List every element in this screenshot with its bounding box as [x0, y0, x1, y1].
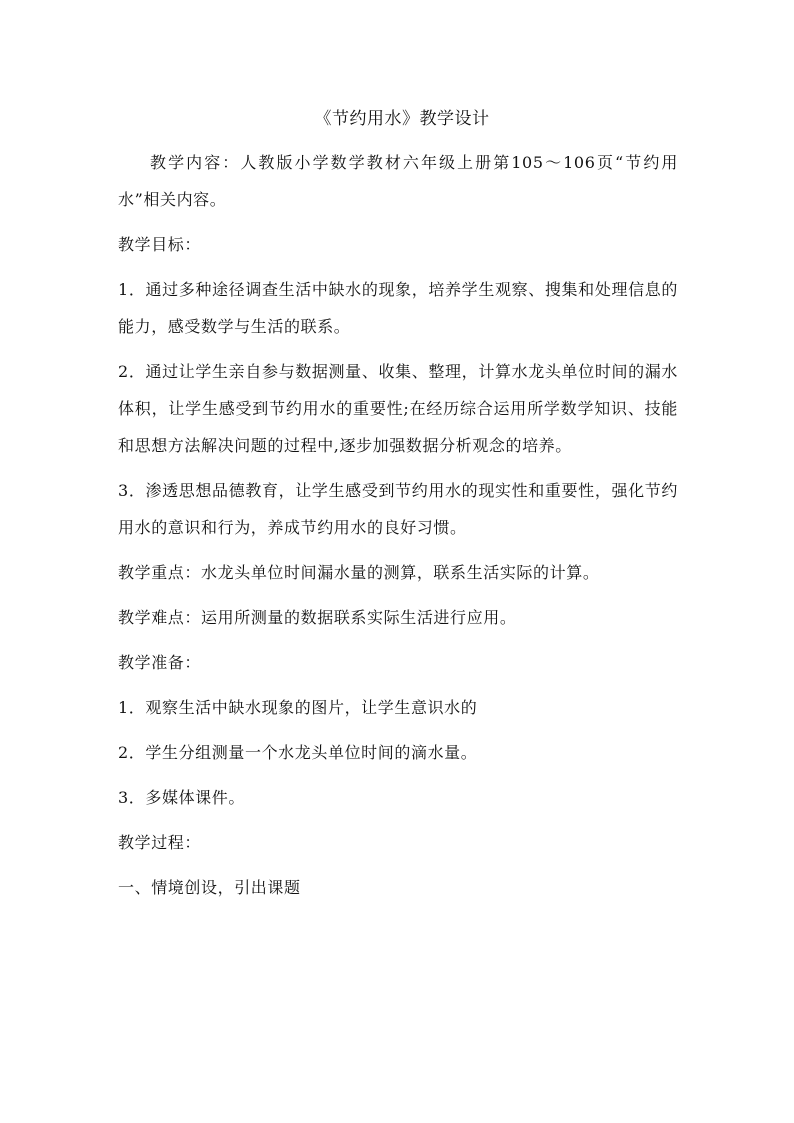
teaching-content-text: 人教版小学数学教材六年级上册第105～106页“节约用水”相关内容。: [118, 153, 678, 209]
document-title: 《节约用水》教学设计: [314, 109, 490, 129]
objectives-heading: 教学目标：: [118, 235, 202, 254]
objective-item: 2．通过让学生亲自参与数据测量、收集、整理，计算水龙头单位时间的漏水体积，让学生感受到节约用水的重要性;在经历综合运用所学数学知识、技能和思想方法解决问题的过程中,逐步加强数据分析观念的培养。: [118, 362, 678, 455]
objective-item: 3．渗透思想品德教育，让学生感受到节约用水的现实性和重要性，强化节约用水的意识和行为，养成节约用水的良好习惯。: [118, 481, 678, 537]
difficulty-paragraph: [118, 599, 678, 636]
teaching-content-label: 教学内容：: [150, 153, 241, 172]
process-heading: 教学过程：: [118, 833, 202, 852]
preparation-item: 2．学生分组测量一个水龙头单位时间的滴水量。: [118, 743, 478, 762]
preparation-item: 3．多媒体课件。: [118, 788, 245, 807]
key-point-label: 教学重点：: [118, 563, 202, 582]
document-body: [118, 104, 678, 906]
difficulty-text: 运用所测量的数据联系实际生活进行应用。: [201, 608, 517, 627]
section-heading: 一、情境创设，引出课题: [118, 878, 301, 897]
difficulty-label: 教学难点：: [118, 608, 202, 627]
preparation-item: 1．观察生活中缺水现象的图片，让学生意识水的: [118, 698, 478, 717]
key-point-text: 水龙头单位时间漏水量的测算，联系生活实际的计算。: [201, 563, 600, 582]
teaching-content-paragraph: [118, 144, 678, 218]
key-point-paragraph: [118, 554, 678, 591]
objective-item: 1．通过多种途径调查生活中缺水的现象，培养学生观察、搜集和处理信息的能力，感受数学与生活的联系。: [118, 280, 678, 336]
preparation-heading: 教学准备：: [118, 653, 202, 672]
